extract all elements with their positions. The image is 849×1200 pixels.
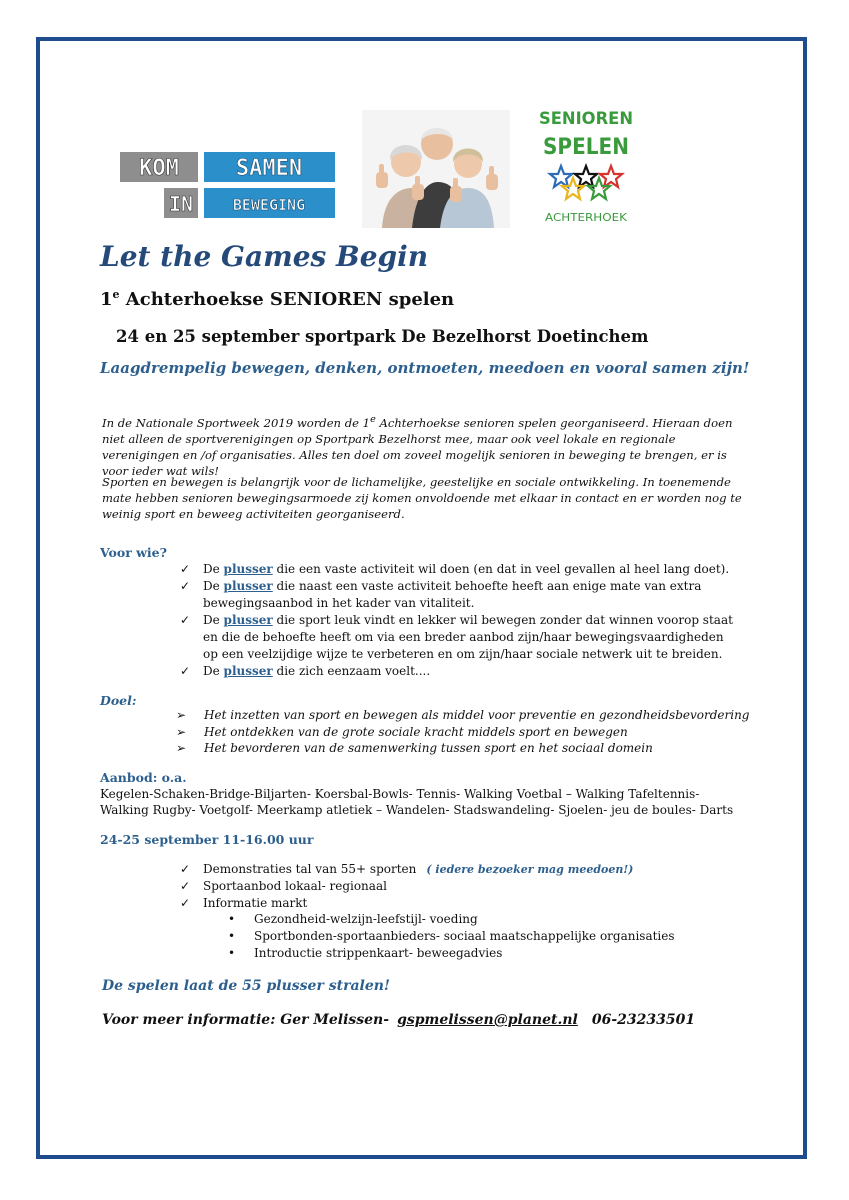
event-heading	[100, 288, 454, 310]
logo-beweging-text: BEWEGING	[232, 196, 306, 214]
plusser-keyword: plusser	[223, 613, 273, 627]
list-item	[180, 561, 740, 578]
check-icon: ✓	[180, 664, 191, 678]
item-text: Demonstraties tal van 55+ sporten	[203, 862, 417, 876]
item-text: die een vaste activiteit wil doen (en dat in veel gevallen al heel lang doet).	[272, 562, 730, 576]
item-text: Introductie strippenkaart- beweegadvies	[254, 946, 503, 960]
aanbod-heading: Aanbod: o.a.	[100, 770, 187, 785]
intro-p1-part2: Achterhoekse senioren spelen georganiseerd. Hieraan doen niet alleen de sportverenigingen op Sportpark Bezelhorst mee, maar ook veel lokale en regionale verenigingen en /of organisaties. Alles ten doel om zoveel mogelijk senioren in beweging te brengen, er is voor ieder wat wils!	[102, 415, 733, 478]
item-text: Het ontdekken van de grote sociale kracht middels sport en bewegen	[204, 724, 628, 739]
item-pre: De	[203, 613, 224, 627]
intro-p1-sup: e	[370, 414, 376, 425]
item-text: Sportbonden-sportaanbieders- sociaal maatschappelijke organisaties	[254, 929, 675, 943]
contact-email-link[interactable]: gspmelissen@planet.nl	[397, 1012, 578, 1028]
voor-wie-heading: Voor wie?	[100, 545, 167, 560]
plusser-keyword: plusser	[223, 579, 273, 593]
list-item	[180, 612, 740, 663]
list-item	[228, 911, 748, 928]
item-text: Het inzetten van sport en bewegen als middel voor preventie en gezondheidsbevordering	[204, 708, 750, 722]
check-icon: ✓	[180, 613, 191, 627]
list-item	[180, 895, 740, 912]
item-pre: De	[203, 562, 224, 576]
list-item	[180, 878, 740, 895]
logo-samen-text: SAMEN	[235, 156, 303, 181]
plusser-keyword: plusser	[223, 664, 273, 678]
logo-achterhoek-text: ACHTERHOEK	[545, 211, 628, 224]
check-icon: ✓	[180, 896, 191, 910]
item-text: die naast een vaste activiteit behoefte heeft aan enige mate van extra bewegingsaanbod in het kader van vitaliteit.	[203, 579, 702, 610]
list-item	[180, 861, 740, 878]
contact-label: Voor meer informatie: Ger Melissen-	[102, 1012, 390, 1028]
check-icon: ✓	[180, 862, 191, 876]
item-text: Gezondheid-welzijn-leefstijl- voeding	[254, 912, 478, 926]
list-item	[228, 928, 748, 945]
list-item	[180, 578, 740, 612]
arrow-bullet-icon: ➢	[176, 741, 187, 755]
heading-number: 1	[100, 289, 113, 310]
schedule-heading: 24-25 september 11-16.00 uur	[100, 832, 314, 847]
aanbod-text: Kegelen-Schaken-Bridge-Biljarten- Koersbal-Bowls- Tennis- Walking Voetbal – Walking Tafeltennis- Walking Rugby- Voetgolf- Meerkamp atletiek – Wandelen- Stadswandeling- Sjoelen- jeu de boules- Darts	[100, 787, 734, 817]
item-text: die zich eenzaam voelt....	[272, 664, 431, 678]
bullet-icon: •	[228, 946, 236, 960]
bullet-icon: •	[228, 929, 236, 943]
list-item	[176, 740, 756, 757]
intro-paragraph-1	[102, 412, 742, 479]
bullet-icon: •	[228, 912, 236, 926]
logo-in-text: IN	[168, 192, 194, 216]
contact-phone: 06-23233501	[591, 1012, 696, 1028]
item-note: ( iedere bezoeker mag meedoen!)	[426, 863, 634, 876]
intro-paragraph-2: Sporten en bewegen is belangrijk voor de lichamelijke, geestelijke en sociale ontwikkeling. In toenemende mate hebben senioren bewegingsarmoede zij komen onvoldoende met elkaar in contact en er worden nog te weinig sport en beweeg activiteiten georganiseerd.	[102, 475, 742, 521]
check-icon: ✓	[180, 579, 191, 593]
list-item	[176, 724, 756, 741]
list-item	[180, 663, 740, 680]
event-subheading: 24 en 25 september sportpark De Bezelhorst Doetinchem	[116, 327, 649, 346]
list-item	[228, 945, 748, 962]
check-icon: ✓	[180, 562, 191, 576]
arrow-bullet-icon: ➢	[176, 708, 187, 722]
voor-wie-list	[180, 561, 740, 680]
item-text: Het bevorderen van de samenwerking tussen sport en het sociaal domein	[204, 741, 653, 755]
item-text: Sportaanbod lokaal- regionaal	[203, 879, 387, 893]
heading-text: Achterhoekse SENIOREN spelen	[119, 289, 455, 310]
info-market-sublist	[228, 911, 748, 962]
seniors-illustration	[362, 110, 510, 228]
item-pre: De	[203, 579, 224, 593]
logo-kom-text: KOM	[139, 156, 179, 181]
closing-line: De spelen laat de 55 plusser stralen!	[102, 978, 391, 994]
senioren-spelen-logo	[537, 98, 635, 228]
check-icon: ✓	[180, 879, 191, 893]
page-title: Let the Games Begin	[100, 240, 429, 273]
kom-samen-logo	[120, 152, 335, 218]
contact-line	[102, 1012, 695, 1028]
heading-suffix: e	[112, 288, 120, 301]
doel-heading: Doel:	[100, 693, 137, 708]
item-text: die sport leuk vindt en lekker wil bewegen zonder dat winnen voorop staat en die de behoefte heeft om via een breder aanbod zijn/haar bewegingsvaardigheden op een veelzijdige wijze te verbeteren en om zijn/haar sociale netwerk uit te breiden.	[203, 613, 733, 661]
logo-spelen-text: SPELEN	[543, 135, 629, 160]
item-pre: De	[203, 664, 224, 678]
tagline: Laagdrempelig bewegen, denken, ontmoeten, meedoen en vooral samen zijn!	[100, 359, 750, 377]
intro-p1-part1: In de Nationale Sportweek 2019 worden de 1	[102, 415, 371, 430]
doel-list	[176, 707, 756, 757]
olympic-stars-icon	[550, 166, 622, 199]
seniors-photo	[362, 110, 510, 228]
arrow-bullet-icon: ➢	[176, 724, 187, 739]
logo-senioren-text: SENIOREN	[539, 109, 633, 129]
schedule-list	[180, 861, 740, 912]
item-text: Informatie markt	[203, 896, 308, 910]
plusser-keyword: plusser	[223, 562, 273, 576]
list-item	[176, 707, 756, 724]
